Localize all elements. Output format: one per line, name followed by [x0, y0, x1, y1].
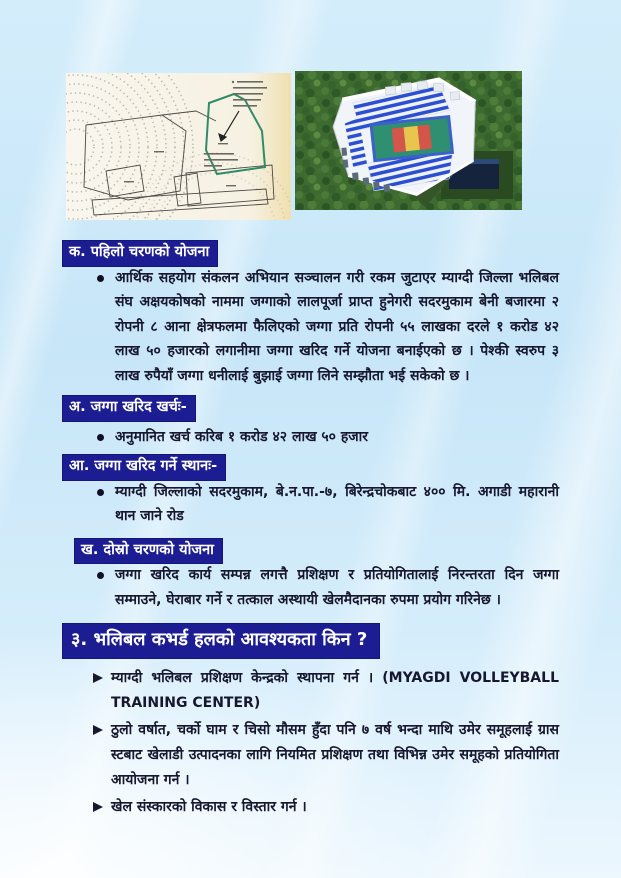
- why-item: म्याग्दी भलिबल प्रशिक्षण केन्द्रको स्थापना गर्न । (MYAGDI VOLLEYBALL TRAINING CENTER): [93, 666, 559, 716]
- why-needed-list: [63, 666, 559, 820]
- heading-first-phase: क. पहिलो चरणको योजना: [63, 241, 217, 266]
- site-plan-map-image: [66, 73, 291, 220]
- why-item: खेल संस्कारको विकास र विस्तार गर्न ।: [93, 795, 559, 820]
- heading-land-location: आ. जग्गा खरिद गर्ने स्थानः-: [63, 455, 225, 480]
- land-location-bullet: म्याग्दी जिल्लाको सदरमुकाम, बे.न.पा.-७, बिरेन्द्रचोकबाट ४०० मि. अगाडी महारानी थान जाने रोड: [95, 480, 559, 529]
- section-second-phase: [63, 539, 559, 613]
- document-body: [63, 241, 559, 822]
- heading-why-needed: ३. भलिबल कभर्ड हलको आवश्यकता किन ?: [63, 624, 379, 657]
- section-why-needed: [63, 624, 559, 819]
- stadium-render-image: [295, 71, 522, 210]
- why-item: ठुलो वर्षात, चर्को घाम र चिसो मौसम हुँदा पनि ७ वर्ष भन्दा माथि उमेर समूहलाई ग्रास स्टबाट खेलाडी उत्पादनका लागि नियमित प्रशिक्षण तथा विभिन्न उमेर समूहको प्रतियोगिता आयोजना गर्न ।: [93, 718, 559, 793]
- section-first-phase: [63, 241, 559, 388]
- first-phase-paragraph: आर्थिक सहयोग संकलन अभियान सञ्चालन गरी रकम जुटाएर म्याग्दी जिल्ला भलिबल संघ अक्षयकोषको नाममा जग्गाको लालपूर्जा प्राप्त हुनेगरी सदरमुकाम बेनी बजारमा २ रोपनी ८ आना क्षेत्रफलमा फैलिएको जग्गा प्रति रोपनी ५५ लाखका दरले १ करोड ४२ लाख ५० हजारको लगानीमा जग्गा खरिद गर्ने योजना बनाईएको छ । पेश्की स्वरुप ३ लाख रुपैयाँ जग्गा धनीलाई बुझाई जग्गा लिने सम्झौता भई सकेको छ ।: [95, 266, 559, 389]
- heading-land-cost: अ. जग्गा खरिद खर्चः-: [63, 396, 195, 421]
- second-phase-bullet: जग्गा खरिद कार्य सम्पन्न लगत्तै प्रशिक्षण र प्रतियोगितालाई निरन्तरता दिन जग्गा सम्माउने, घेराबार गर्ने र तत्काल अस्थायी खेलमैदानका रुपमा प्रयोग गरिनेछ ।: [95, 563, 559, 612]
- section-land-cost: [63, 396, 559, 449]
- heading-second-phase: ख. दोस्रो चरणको योजना: [75, 539, 222, 564]
- land-cost-bullet: अनुमानित खर्च करिब १ करोड ४२ लाख ५० हजार: [95, 425, 559, 450]
- section-land-location: [63, 455, 559, 529]
- header-images: [66, 71, 522, 221]
